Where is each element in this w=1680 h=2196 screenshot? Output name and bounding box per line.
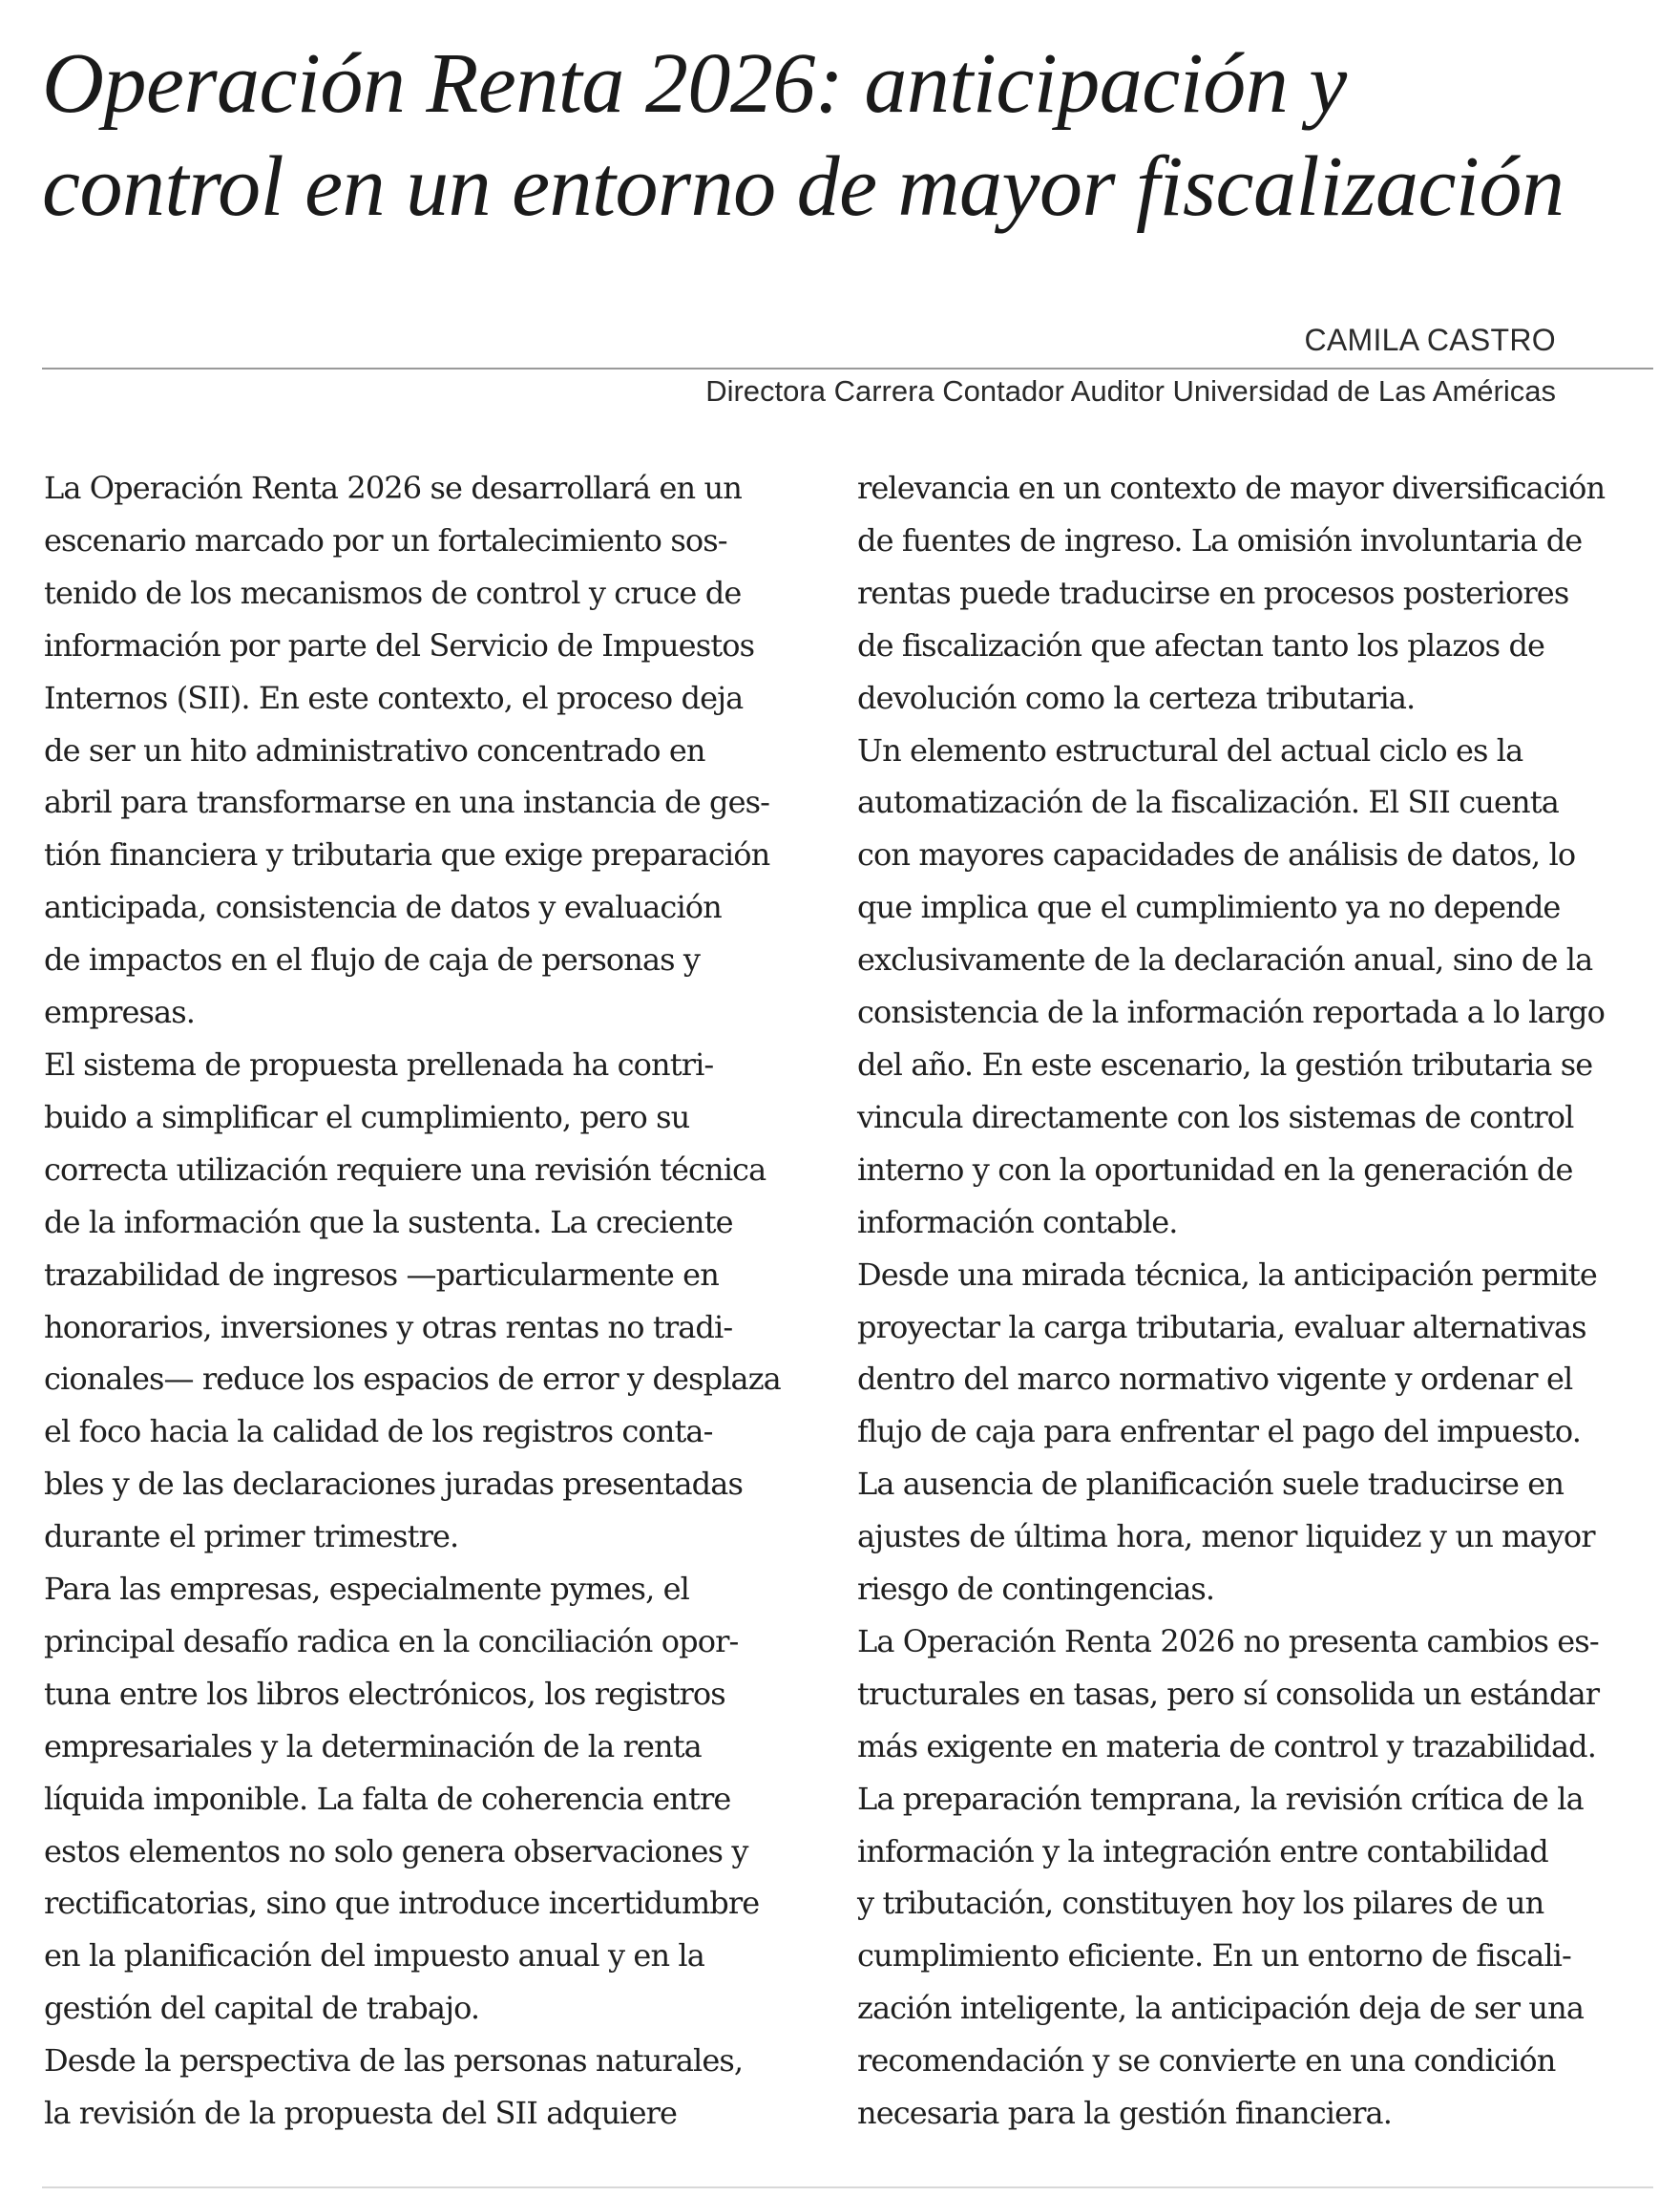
text-line: y tributación, constituyen hoy los pilares de un — [857, 1885, 1544, 1922]
text-column-left — [44, 462, 808, 2140]
article-headline — [42, 32, 1655, 239]
text-line: de la información que la sustenta. La creciente — [44, 1203, 733, 1240]
text-line: vincula directamente con los sistemas de control — [857, 1098, 1574, 1135]
headline-line: control en un entorno de mayor fiscalización — [42, 139, 1564, 234]
text-line: durante el primer trimestre. — [44, 1518, 459, 1555]
text-line: dentro del marco normativo vigente y ordenar el — [857, 1361, 1573, 1398]
text-line: La Operación Renta 2026 no presenta cambios es- — [857, 1622, 1599, 1659]
text-line: gestión del capital de trabajo. — [44, 1990, 480, 2027]
text-line: abril para transformarse en una instancia de ges- — [44, 784, 770, 821]
text-line: exclusivamente de la declaración anual, sino de la — [857, 941, 1593, 979]
text-line: relevancia en un contexto de mayor diversificación — [857, 470, 1606, 506]
text-line: del año. En este escenario, la gestión tributaria se — [857, 1045, 1593, 1083]
text-line: correcta utilización requiere una revisión técnica — [44, 1151, 766, 1188]
text-line: información contable. — [857, 1203, 1178, 1240]
text-line: devolución como la certeza tributaria. — [857, 679, 1416, 716]
text-line: honorarios, inversiones y otras rentas no tradi- — [44, 1308, 733, 1345]
text-line: Para las empresas, especialmente pymes, el — [44, 1571, 689, 1608]
text-line: La preparación temprana, la revisión crítica de la — [857, 1780, 1584, 1817]
text-line: información y la integración entre contabilidad — [857, 1832, 1548, 1869]
author-name: CAMILA CASTRO — [1304, 323, 1556, 357]
text-line: tión financiera y tributaria que exige preparación — [44, 836, 770, 874]
text-line: que implica que el cumplimiento ya no depende — [857, 889, 1561, 926]
text-line: El sistema de propuesta prellenada ha contri- — [44, 1045, 714, 1083]
text-line: información por parte del Servicio de Impuestos — [44, 626, 755, 664]
text-line: proyectar la carga tributaria, evaluar alternativas — [857, 1308, 1586, 1345]
text-line: escenario marcado por un fortalecimiento sos- — [44, 521, 727, 559]
text-line: empresas. — [44, 994, 195, 1031]
text-line: de impactos en el flujo de caja de personas y — [44, 941, 701, 979]
text-line: en la planificación del impuesto anual y en la — [44, 1937, 704, 1974]
text-line: trazabilidad de ingresos —particularmente en — [44, 1256, 719, 1293]
text-line: consistencia de la información reportada a lo largo — [857, 994, 1605, 1031]
text-line: rectificatorias, sino que introduce incertidumbre — [44, 1885, 760, 1922]
text-line: La ausencia de planificación suele traducirse en — [857, 1466, 1564, 1503]
text-line: flujo de caja para enfrentar el pago del impuesto. — [857, 1413, 1581, 1450]
text-line: de fiscalización que afectan tanto los plazos de — [857, 626, 1545, 664]
text-line: La Operación Renta 2026 se desarrollará en un — [44, 470, 742, 506]
text-line: de fuentes de ingreso. La omisión involuntaria de — [857, 521, 1583, 559]
text-line: líquida imponible. La falta de coherencia entre — [44, 1780, 731, 1817]
text-line: ajustes de última hora, menor liquidez y un mayor — [857, 1518, 1595, 1555]
text-line: interno y con la oportunidad en la generación de — [857, 1151, 1573, 1188]
text-line: con mayores capacidades de análisis de datos, lo — [857, 836, 1576, 874]
text-line: cionales— reduce los espacios de error y desplaza — [44, 1361, 781, 1398]
text-column-right — [857, 462, 1621, 2140]
text-line: Un elemento estructural del actual ciclo es la — [857, 731, 1523, 769]
text-line: principal desafío radica en la conciliación opor- — [44, 1622, 739, 1659]
text-line: buido a simplificar el cumplimiento, pero su — [44, 1098, 690, 1135]
byline-divider — [42, 368, 1653, 370]
text-line: anticipada, consistencia de datos y evaluación — [44, 889, 722, 926]
text-line: de ser un hito administrativo concentrado en — [44, 731, 705, 769]
author-role: Directora Carrera Contador Auditor Universidad de Las Américas — [705, 374, 1556, 408]
text-line: tenido de los mecanismos de control y cruce de — [44, 574, 742, 611]
text-line: tuna entre los libros electrónicos, los registros — [44, 1675, 725, 1712]
headline-line: Operación Renta 2026: anticipación y — [42, 36, 1347, 131]
text-line: bles y de las declaraciones juradas presentadas — [44, 1466, 743, 1503]
text-line: empresariales y la determinación de la renta — [44, 1727, 702, 1764]
text-line: necesaria para la gestión financiera. — [857, 2095, 1392, 2132]
text-line: estos elementos no solo genera observaciones y — [44, 1832, 748, 1869]
text-line: rentas puede traducirse en procesos posteriores — [857, 574, 1569, 611]
text-line: Desde una mirada técnica, la anticipación permite — [857, 1256, 1597, 1293]
text-line: cumplimiento eficiente. En un entorno de fiscali- — [857, 1937, 1571, 1974]
page-bottom-divider — [42, 2186, 1653, 2188]
text-line: recomendación y se convierte en una condición — [857, 2042, 1556, 2080]
text-line: riesgo de contingencias. — [857, 1571, 1215, 1608]
text-line: automatización de la fiscalización. El SII cuenta — [857, 784, 1559, 821]
text-line: más exigente en materia de control y trazabilidad. — [857, 1727, 1597, 1764]
text-line: la revisión de la propuesta del SII adquiere — [44, 2095, 678, 2132]
text-line: zación inteligente, la anticipación deja de ser una — [857, 1990, 1585, 2027]
text-line: el foco hacia la calidad de los registros conta- — [44, 1413, 713, 1450]
text-line: Desde la perspectiva de las personas naturales, — [44, 2042, 744, 2080]
text-line: tructurales en tasas, pero sí consolida un estándar — [857, 1675, 1600, 1712]
text-line: Internos (SII). En este contexto, el proceso deja — [44, 679, 744, 716]
